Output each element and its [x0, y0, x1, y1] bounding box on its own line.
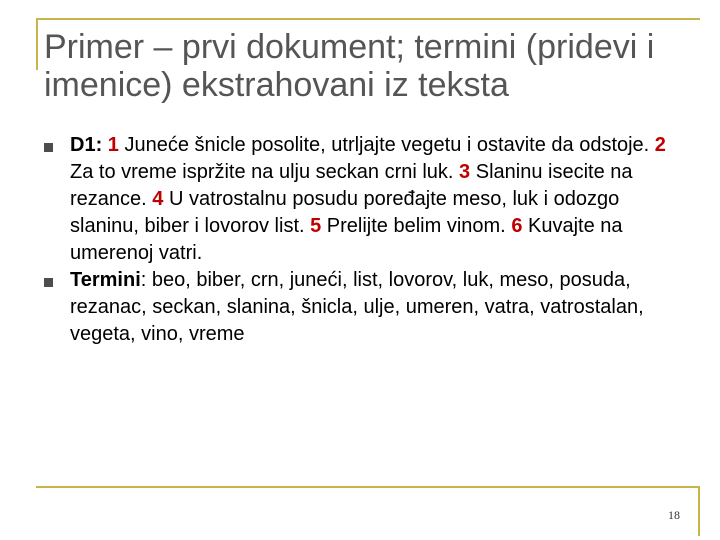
step-text: Juneće šnicle posolite, utrljajte vegetu i ostavite da odstoje.: [124, 134, 655, 156]
document-label: D1:: [70, 134, 103, 156]
step-number: 4: [152, 188, 164, 210]
step-number: 1: [107, 134, 119, 156]
terms-list: : beo, biber, crn, juneći, list, lovorov, luk, meso, posuda, rezanac, seckan, slanina, šnicla, ulje, umeren, vatra, vatrostalan, vegeta, vino, vreme: [70, 269, 644, 345]
step-number: 2: [654, 134, 666, 156]
square-bullet-icon: [44, 143, 53, 152]
step-number: 5: [310, 215, 322, 237]
step-number: 3: [459, 161, 471, 183]
slide-title: Primer – prvi dokument; termini (pridevi i imenice) ekstrahovani iz teksta: [44, 28, 655, 104]
terms-label: Termini: [70, 269, 141, 291]
step-text: Slaninu isecite na rezance.: [70, 161, 633, 210]
step-number: 6: [511, 215, 523, 237]
bullet-item-terms: [44, 267, 684, 348]
step-text: U vatrostalnu posudu poređajte meso, luk i odozgo slaninu, biber i lovorov list.: [70, 188, 620, 237]
step-text: Za to vreme ispržite na ulju seckan crni luk.: [70, 161, 460, 183]
square-bullet-icon: [44, 278, 53, 287]
bullet-item-document: [44, 132, 684, 267]
page-number: 18: [668, 508, 680, 522]
top-horizontal-rule: [36, 18, 700, 20]
step-text: Prelijte belim vinom.: [326, 215, 512, 237]
top-left-vertical-rule: [36, 18, 38, 70]
bottom-horizontal-rule: [36, 486, 700, 488]
bottom-right-vertical-rule: [698, 486, 700, 536]
step-text: Kuvajte na umerenoj vatri.: [70, 215, 623, 264]
bullet-list: [44, 132, 684, 348]
